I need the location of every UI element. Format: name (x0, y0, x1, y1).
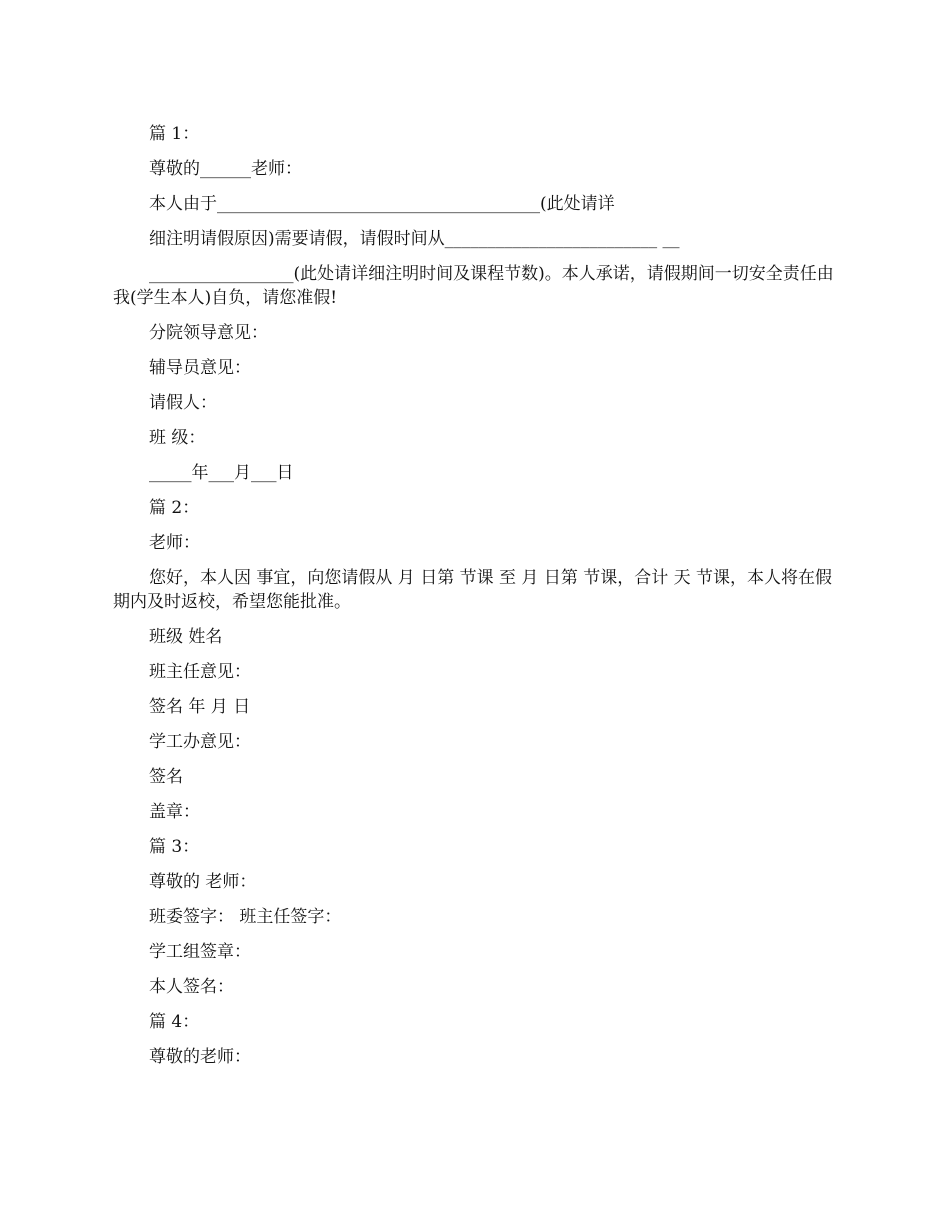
salutation-3: 尊敬的 老师： (149, 872, 257, 892)
head-teacher-opinion: 班主任意见： (149, 662, 251, 682)
student-group-seal-line: 学工组签章： (149, 942, 251, 962)
reason-line: 本人由于______________________________________(此处请详 (149, 194, 615, 214)
leave-request-paragraph: 您好，本人因 事宜，向您请假从 月 日第 节课 至 月 日第 节课，合计 天 节课，本人将在假期内及时返校，希望您能批准。 (113, 568, 833, 612)
document-body (113, 122, 843, 1080)
section-heading-4: 篇 4： (149, 1012, 200, 1032)
salutation-2: 老师： (149, 533, 200, 553)
student-affairs-opinion: 学工办意见： (149, 732, 251, 752)
seal-line: 盖章： (149, 802, 200, 822)
applicant-label: 请假人： (149, 393, 217, 413)
section-heading-2: 篇 2： (149, 498, 200, 518)
committee-signature-line: 班委签字： 班主任签字： (149, 907, 342, 927)
reason-time-line: 细注明请假原因)需要请假，请假时间从_________________________ __ (149, 229, 680, 249)
signature-date-line: 签名 年 月 日 (149, 697, 251, 717)
section-heading-1: 篇 1： (149, 124, 200, 144)
salutation-4: 尊敬的老师： (149, 1047, 251, 1067)
section-heading-3: 篇 3： (149, 837, 200, 857)
class-name-line: 班级 姓名 (149, 627, 223, 647)
date-line-1: _____年___月___日 (149, 463, 294, 483)
class-label: 班 级： (149, 428, 206, 448)
applicant-signature-line: 本人签名： (149, 977, 234, 997)
counselor-opinion: 辅导员意见： (149, 358, 251, 378)
signature-line: 签名 (149, 767, 183, 787)
branch-leader-opinion: 分院领导意见： (149, 323, 268, 343)
salutation-1: 尊敬的______老师： (149, 159, 302, 179)
time-promise-paragraph: _________________(此处请详细注明时间及课程节数)。本人承诺，请假期间一切安全责任由我(学生本人)自负，请您准假! (113, 264, 834, 308)
